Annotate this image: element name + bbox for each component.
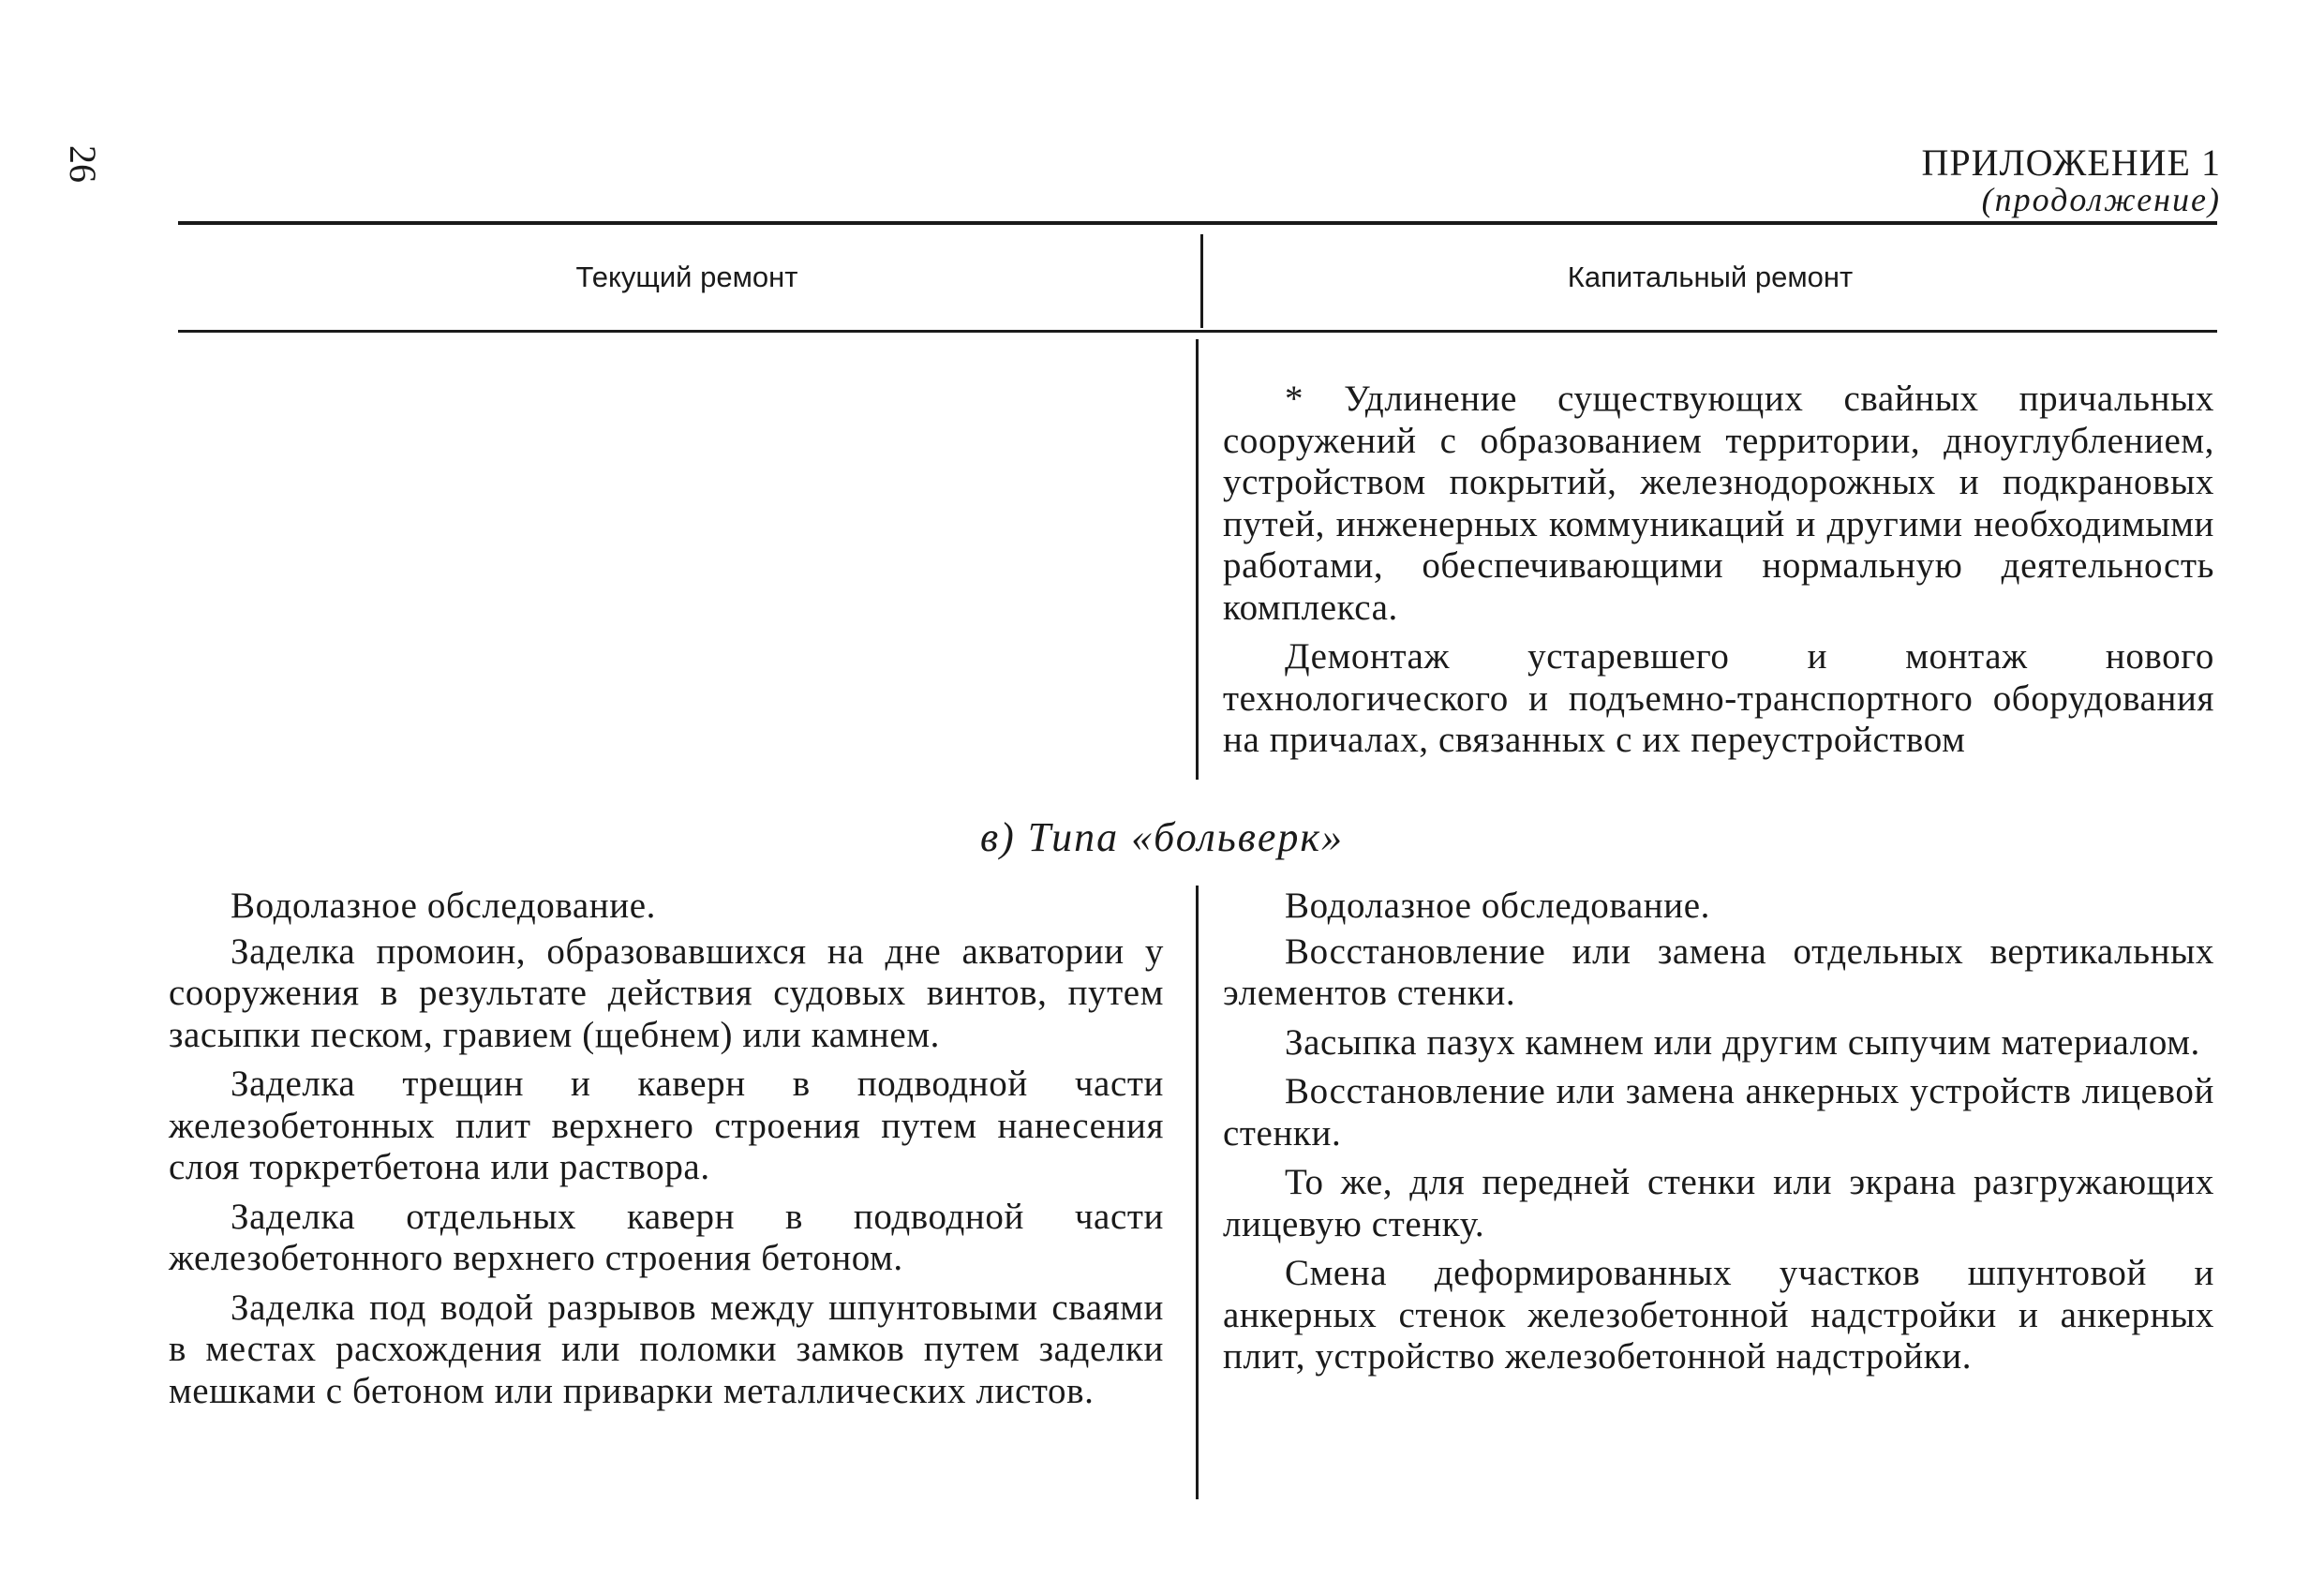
paragraph: Заделка трещин и каверн в подводной части железобетонных плит верхнего строения путем нанесения слоя торкретбетона или раствора.: [169, 1064, 1164, 1187]
column-header-current-repair: Текущий ремонт: [575, 261, 798, 293]
page-number: 26: [62, 145, 104, 183]
section-title: в) Типа «больверк»: [979, 814, 1345, 860]
paragraph: * Удлинение существующих свайных причальных сооружений с образованием территории, дноуглублением, устройством покрытий, железнодорожных и подкрановых путей, инженерных коммуникаций и другими необходимыми работами, обеспечивающими нормальную деятельность комплекса.: [1223, 379, 2214, 628]
top-column-divider: [1196, 339, 1199, 780]
paragraph: Заделка отдельных каверн в подводной части железобетонного верхнего строения бетоном.: [169, 1196, 1164, 1278]
bottom-left-cell: [169, 886, 1164, 1420]
paragraph: Заделка под водой разрывов между шпунтовыми сваями в местах расхождения или поломки замков путем заделки мешками с бетоном или приварки металлических листов.: [169, 1287, 1164, 1411]
appendix-title: ПРИЛОЖЕНИЕ 1: [1921, 141, 2221, 184]
table-top-rule: [178, 221, 2217, 225]
bottom-column-divider: [1196, 886, 1199, 1499]
bottom-right-cell: [1223, 886, 2214, 1386]
paragraph: Засыпка пазух камнем или другим сыпучим материалом.: [1285, 1021, 2200, 1063]
paragraph: Заделка промоин, образовавшихся на дне акватории у сооружения в результате действия судовых винтов, путем засыпки песком, гравием (щебнем) или камнем.: [169, 930, 1164, 1055]
paragraph: То же, для передней стенки или экрана разгружающих лицевую стенку.: [1223, 1162, 2214, 1244]
table-header-rule: [178, 330, 2217, 333]
appendix-subtitle: (продолжение): [1981, 181, 2221, 218]
column-header-capital-repair: Капитальный ремонт: [1567, 261, 1854, 293]
paragraph: Восстановление или замена анкерных устройств лицевой стенки.: [1223, 1071, 2214, 1154]
paragraph: Восстановление или замена отдельных вертикальных элементов стенки.: [1223, 930, 2214, 1013]
paragraph: Водолазное обследование.: [231, 886, 656, 926]
top-right-cell: [1223, 379, 2214, 769]
paragraph: Смена деформированных участков шпунтовой и анкерных стенок железобетонной надстройки и анкерных плит, устройство железобетонной надстройки.: [1223, 1253, 2214, 1377]
paragraph: Демонтаж устаревшего и монтаж нового технологического и подъемно-транспортного оборудования на причалах, связанных с их переустройством: [1223, 636, 2214, 760]
paragraph: Водолазное обследование.: [1285, 886, 1710, 926]
